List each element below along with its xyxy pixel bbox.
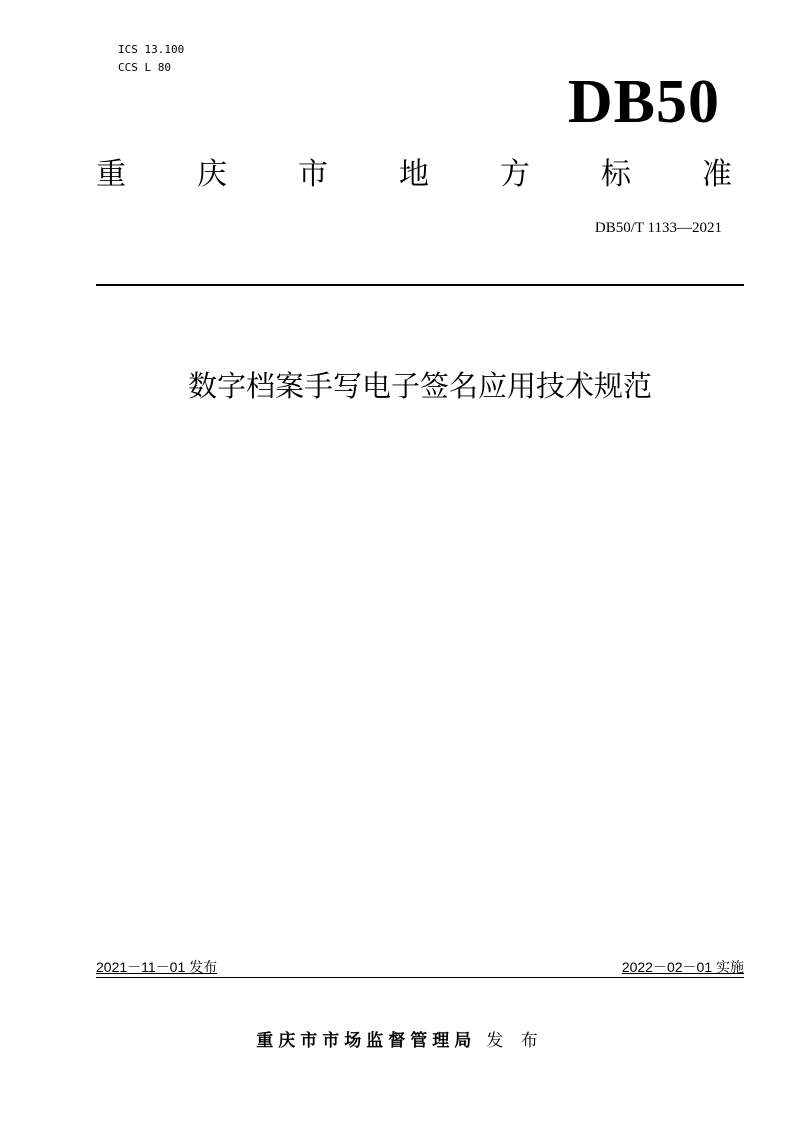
standard-type-heading <box>96 155 732 195</box>
publisher-name: 重庆市市场监督管理局 <box>256 1031 477 1051</box>
standard-type-char: 准 <box>702 157 732 192</box>
document-title: 数字档案手写电子签名应用技术规范 <box>187 369 652 403</box>
publish-action: 发 布 <box>486 1031 544 1051</box>
implementation-date: 2022－02－01 实施 <box>621 959 744 975</box>
standard-type-char: 市 <box>298 157 328 192</box>
standard-type-char: 地 <box>399 157 429 192</box>
standard-type-char: 重 <box>96 157 126 192</box>
standard-type-char: 方 <box>500 157 530 192</box>
standard-type-char: 标 <box>601 157 631 192</box>
standard-type-char: 庆 <box>197 157 227 192</box>
ccs-code: CCS L 80 <box>118 61 171 74</box>
db-standard-mark: DB50 <box>567 68 720 136</box>
issue-date: 2021－11－01 发布 <box>96 959 218 975</box>
header-divider <box>96 284 744 286</box>
ics-code: ICS 13.100 <box>118 43 185 56</box>
standard-number: DB50/T 1133—2021 <box>594 220 722 236</box>
footer-divider <box>96 977 744 978</box>
publisher-line <box>0 1030 800 1052</box>
